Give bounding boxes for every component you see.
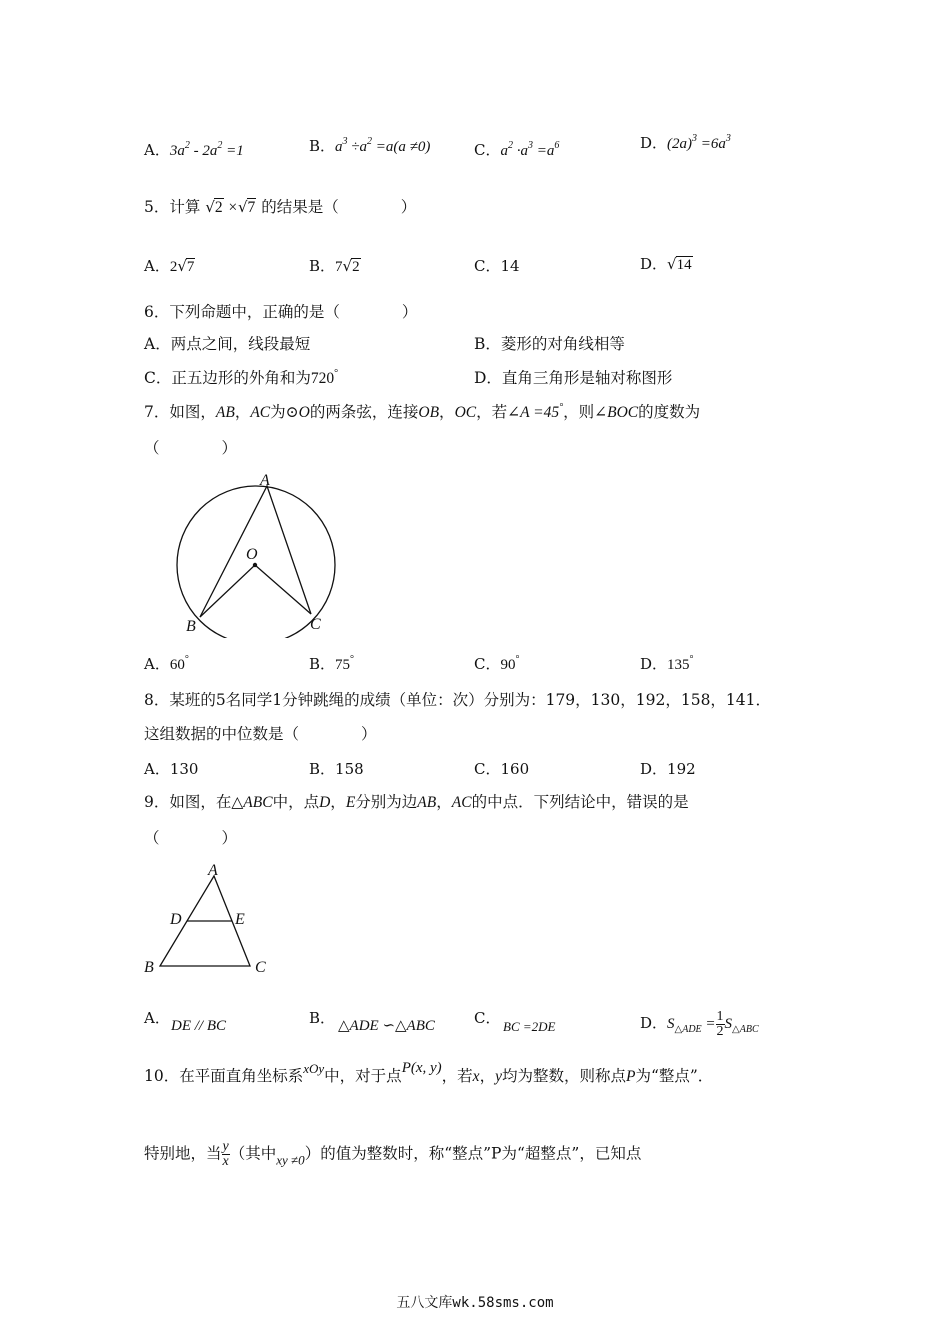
q7-option-d: D．135° — [640, 654, 694, 673]
q4-option-d: D．$(2a)^3 =6a^3$ — [640, 133, 731, 152]
q7-circle-figure — [168, 468, 348, 638]
q8-option-d: D．192 — [640, 760, 696, 778]
q6-stem: 6．下列命题中，正确的是（ ） — [144, 303, 418, 321]
q9-triangle-figure — [140, 858, 280, 978]
footer-watermark: 五八文库wk.58sms.com — [396, 1295, 554, 1311]
label-d: D — [170, 911, 182, 928]
label-e: E — [235, 911, 245, 928]
q8-option-b: B．158 — [309, 760, 364, 778]
q4-option-c: C．$a^2 \cdot a^3 =a^6$ — [474, 140, 560, 159]
radii-ob-oc — [200, 565, 311, 617]
q5-stem: 5．计算 √2 ×√7 的结果是（ ） — [144, 198, 417, 216]
q8-option-a: A．130 — [144, 760, 199, 778]
q9-stem: 9．如图，在△ABC中，点D，E分别为边AB，AC的中点．下列结论中，错误的是 — [144, 793, 689, 811]
q5-option-b: B．7√2 — [309, 257, 360, 275]
q8-stem-line1: 8．某班的5名同学1分钟跳绳的成绩（单位：次）分别为：179，130，192，158，141． — [144, 691, 772, 709]
label-b: B — [144, 959, 154, 976]
q8-option-c: C．160 — [474, 760, 530, 778]
center-point — [253, 563, 257, 567]
q9-option-c-label: C． — [474, 1009, 501, 1027]
q10-stem-line1: 10．在平面直角坐标系$^{xOy}$中，对于点$^{P(x, y)}$，若x，y均为整数，则称点P为“整点”． — [144, 1060, 714, 1085]
q5-expression: √2 ×√7 — [205, 198, 256, 216]
q9-option-a-label: A． — [144, 1009, 170, 1027]
q6-option-c: C．正五边形的外角和为720° — [144, 368, 339, 387]
q9-answer-blank: （ ） — [144, 829, 238, 847]
label-a: A — [260, 472, 270, 489]
label-a: A — [208, 862, 218, 879]
q5-option-a: A．2√7 — [144, 257, 195, 275]
q4-option-a: A．$3a^2 - 2a^2 =1$ — [144, 140, 244, 159]
q6-option-d: D．直角三角形是轴对称图形 — [474, 369, 673, 387]
q7-answer-blank: （ ） — [144, 439, 238, 457]
q9-option-c: BC =2DE — [503, 1019, 556, 1034]
q7-stem: 7．如图，AB，AC为⊙O的两条弦，连接OB，OC，若∠A =45°，则∠BOC的度数为 — [144, 402, 701, 421]
label-c: C — [255, 959, 266, 976]
q9-option-d: D．$S_{\triangle ADE}$ = $\frac{1}{2}$ $S_{\triangle ABC}$ — [640, 1009, 759, 1039]
q9-option-b: △ADE ∽△ABC — [338, 1018, 435, 1034]
q7-option-b: B．75° — [309, 654, 355, 673]
q5-option-c: C．14 — [474, 257, 520, 275]
q5-option-d: D．√14 — [640, 255, 692, 273]
q9-option-b-label: B． — [309, 1009, 336, 1027]
label-o: O — [246, 546, 258, 563]
label-b: B — [186, 618, 196, 635]
q10-stem-line2: 特别地，当 $\frac{y}{x}$ （其中$_{xy \ne 0}$）的值为整数时，称“整点”P为“超整点”，已知点 — [144, 1139, 642, 1169]
q6-option-b: B．菱形的对角线相等 — [474, 335, 625, 353]
q7-option-a: A．60° — [144, 654, 189, 673]
q8-stem-line2: 这组数据的中位数是（ ） — [144, 725, 377, 743]
label-c: C — [310, 616, 321, 633]
q4-option-b: B．$a^3 \div a^2 =a(a \ne 0)$ — [309, 136, 431, 155]
q6-option-a: A．两点之间，线段最短 — [144, 335, 311, 353]
q7-option-c: C．90° — [474, 654, 520, 673]
q9-option-a: DE // BC — [171, 1018, 226, 1034]
